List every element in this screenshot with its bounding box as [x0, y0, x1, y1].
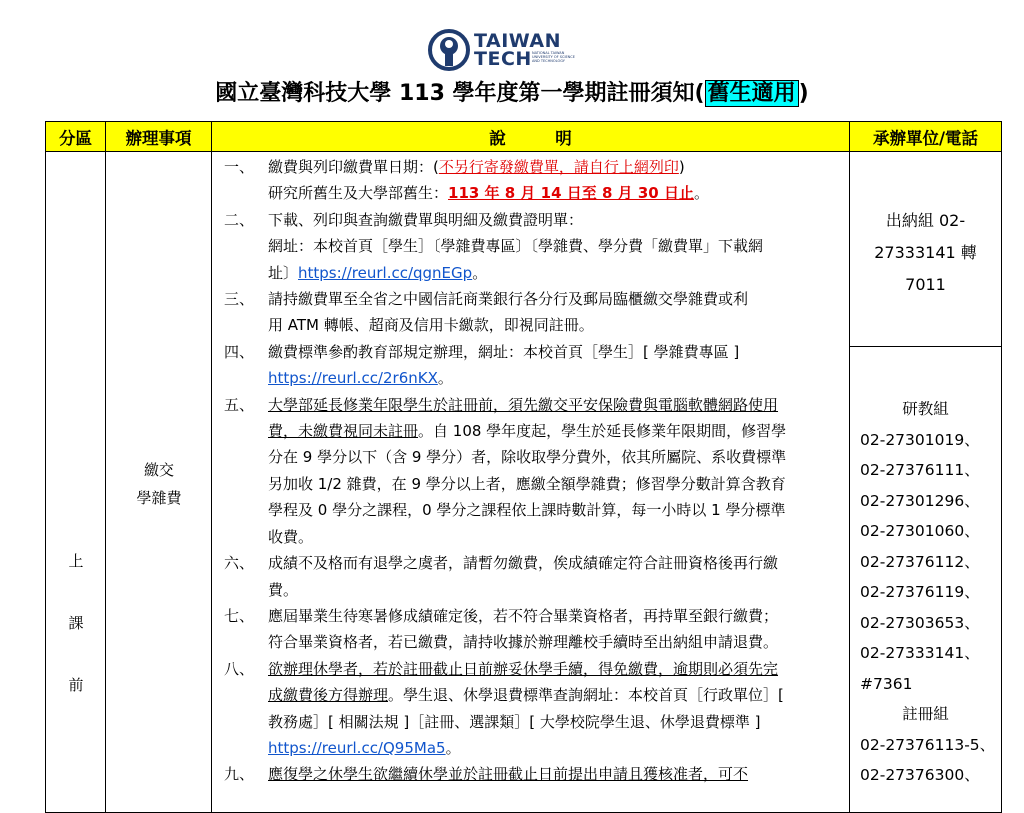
text-span: 費。 [268, 580, 299, 599]
url-link[interactable]: https://reurl.cc/Q95Ma5 [268, 738, 446, 757]
description-item [220, 603, 843, 656]
item-line [268, 524, 843, 550]
item-line [268, 629, 843, 655]
item-line [268, 682, 843, 708]
item-line [268, 471, 843, 497]
description-list [220, 154, 843, 788]
description-item [220, 154, 843, 207]
university-logo [428, 29, 628, 71]
item-line [268, 603, 843, 629]
cashier-line: 7011 [905, 275, 946, 294]
title-prefix: 國立臺灣科技大學 113 學年度第一學期註冊須知( [215, 81, 705, 106]
unit-name: 研教組 [902, 400, 949, 418]
text-span: 用 ATM 轉帳、超商及信用卡繳款，即視同註冊。 [268, 316, 594, 335]
cashier-line: 27333141 轉 [874, 243, 977, 262]
item-line [268, 233, 843, 259]
item-number: 二、 [224, 210, 255, 229]
item-line [268, 154, 843, 180]
cashier-unit [850, 152, 1001, 347]
text-span: 成繳費後方得辦理 [268, 686, 389, 705]
description-item [220, 339, 843, 392]
phone: 02-27333141、 [860, 644, 980, 662]
text-span: 收費。 [268, 527, 314, 546]
item-number: 一、 [224, 158, 255, 176]
url-link[interactable]: https://reurl.cc/2r6nKX [268, 369, 438, 388]
title-highlight: 舊生適用 [705, 80, 799, 107]
item-line [268, 761, 843, 787]
phone: 02-27303653、 [860, 613, 980, 632]
task-cell [106, 152, 212, 813]
unit-name-2: 註冊組 [902, 705, 949, 723]
item-number: 六、 [224, 554, 255, 573]
item-line [268, 709, 843, 735]
page-title [0, 79, 1024, 109]
text-span: 址〕 [268, 263, 299, 282]
academic-unit [850, 347, 1001, 791]
zone-char: 前 [68, 676, 84, 694]
task-line: 繳交 [143, 461, 174, 479]
text-span: 研究所舊生及大學部舊生： [268, 184, 449, 203]
header-description: 說 明 [212, 122, 850, 152]
text-span: 另加收 1/2 雜費，在 9 學分以上者，應繳全額學雜費；修習學分數計算含教育 [268, 474, 786, 493]
item-body [268, 761, 843, 787]
taiwan-tech-emblem-icon [428, 29, 472, 71]
item-line [268, 392, 843, 418]
phone: 02-27301019、 [860, 430, 980, 449]
task-line: 學雜費 [136, 489, 182, 507]
url-link[interactable]: https://reurl.cc/qgnEGp [298, 263, 473, 282]
item-number: 三、 [224, 290, 255, 309]
item-line [268, 418, 843, 444]
text-span: 下載、列印與查詢繳費單與明細及繳費證明單： [268, 210, 584, 229]
registration-table [45, 121, 1002, 813]
header-zone: 分區 [46, 122, 106, 152]
item-line [268, 577, 843, 603]
zone-char: 課 [68, 614, 84, 632]
phone: 02-27376112、 [860, 552, 980, 571]
description-item [220, 286, 843, 339]
item-line [268, 444, 843, 470]
item-body [268, 207, 843, 286]
item-body [268, 603, 843, 656]
description-item [220, 656, 843, 762]
text-span: 符合畢業資格者，若已繳費，請持收據於辦理離校手續時至出納組申請退費。 [268, 633, 779, 652]
phone: #7361 [860, 674, 913, 693]
cashier-line: 出納組 02- [885, 211, 966, 230]
description-item [220, 550, 843, 603]
text-span: 欲辦理休學者，若於註冊截止日前辦妥休學手續，得免繳費，逾期則必須先完 [268, 659, 779, 678]
title-suffix: ) [798, 81, 809, 106]
description-cell [212, 152, 850, 813]
text-span: ) [678, 158, 685, 176]
zone-char: 上 [68, 552, 84, 570]
text-span: 費，未繳費視同未註冊 [268, 422, 419, 441]
item-number: 七、 [224, 606, 255, 625]
item-line [268, 365, 843, 391]
text-span: 應復學之休學生欲繼續休學並於註冊截止日前提出申請且獲核准者，可不 [268, 765, 749, 784]
item-line [268, 286, 843, 312]
item-number: 八、 [224, 659, 255, 678]
phone: 02-27301060、 [860, 522, 980, 540]
text-span: 應屆畢業生待寒暑修成績確定後，若不符合畢業資格者，再持單至銀行繳費； [268, 606, 779, 625]
item-line [268, 656, 843, 682]
text-span: 113 年 8 月 14 日至 8 月 30 日止 [448, 184, 694, 203]
logo-line2: TECH [474, 48, 532, 70]
item-line [268, 260, 843, 286]
item-number: 九、 [224, 765, 255, 784]
phone: 02-27376111、 [860, 461, 980, 479]
item-line [268, 339, 843, 365]
description-item [220, 207, 843, 286]
item-line [268, 497, 843, 523]
text-span: 繳費標準參酌教育部規定辦理，網址：本校首頁［學生］[ 學雜費專區 ] [268, 342, 740, 361]
description-item [220, 392, 843, 550]
phone: 02-27376300、 [860, 766, 980, 784]
item-number: 四、 [224, 342, 255, 361]
text-span: 成績不及格而有退學之虞者，請暫勿繳費，俟成績確定符合註冊資格後再行繳 [268, 554, 779, 573]
item-line [268, 312, 843, 338]
text-span: 學程及 0 學分之課程，0 學分之課程依上課時數計算，每一小時以 1 學分標準 [268, 501, 786, 520]
phone: 02-27301296、 [860, 491, 980, 510]
phone: 02-27376119、 [860, 583, 980, 601]
item-line [268, 180, 843, 206]
header-task: 辦理事項 [106, 122, 212, 152]
text-span: 繳費與列印繳費單日期：( [268, 158, 439, 176]
text-span: 。 [693, 184, 709, 203]
text-span: 分在 9 學分以下（含 9 學分）者，除收取學分費外，依其所屬院、系收費標準 [268, 448, 787, 467]
item-body [268, 339, 843, 392]
item-line [268, 735, 843, 761]
text-span: 。學生退、休學退費標準查詢網址：本校首頁［行政單位］[ [388, 686, 784, 705]
phone: 02-27376113-5、 [860, 735, 996, 754]
item-line [268, 550, 843, 576]
unit-cell [850, 152, 1002, 813]
item-number: 五、 [224, 395, 255, 414]
item-body [268, 286, 843, 339]
zone-cell [46, 152, 106, 813]
text-span: 請持繳費單至全省之中國信託商業銀行各分行及郵局臨櫃繳交學雜費或利 [268, 290, 749, 309]
item-body [268, 656, 843, 762]
item-body [268, 392, 843, 550]
logo-line1: TAIWAN [474, 30, 561, 52]
text-span: 教務處］[ 相關法規 ]［註冊、選課類］[ 大學校院學生退、休學退費標準 ] [268, 712, 761, 731]
text-span: 。 [445, 738, 461, 757]
text-span: 網址：本校首頁［學生］〔學雜費專區〕〔學雜費、學分費「繳費單」下載網 [268, 237, 764, 256]
text-span: 大學部延長修業年限學生於註冊前，須先繳交平安保險費與電腦軟體網路使用 [268, 395, 779, 414]
description-item [220, 761, 843, 787]
item-line [268, 207, 843, 233]
header-unit: 承辦單位/電話 [850, 122, 1002, 152]
text-span: 不另行寄發繳費單，請自行上網列印 [438, 158, 679, 176]
text-span: 。 [437, 369, 453, 388]
text-span: 。 [472, 263, 488, 282]
logo-subtitle: NATIONAL TAIWAN UNIVERSITY OF SCIENCE AND TECHNOLOGY [532, 51, 575, 63]
text-span: 。自 108 學年度起，學生於延長修業年限期間，修習學 [418, 422, 787, 441]
item-body [268, 550, 843, 603]
item-body [268, 154, 843, 207]
